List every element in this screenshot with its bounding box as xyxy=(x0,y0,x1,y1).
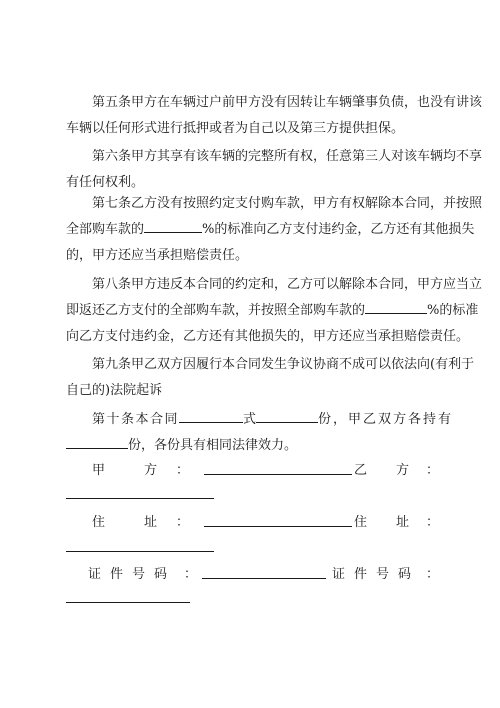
clause-8-text-a: 即返还乙方支付的全部购车款，并按照全部购车款的 xyxy=(66,303,366,318)
party-a-label-colon: ： xyxy=(176,463,190,478)
penalty-rate-blank[interactable] xyxy=(144,218,202,233)
clause-10-text-d: 份，各份具有相同法律效力。 xyxy=(128,438,298,453)
address-row xyxy=(66,512,440,534)
clause-10-text-b: 式 xyxy=(243,412,257,427)
id-b-label-char-4: 码 xyxy=(398,567,412,582)
refund-penalty-rate-blank[interactable] xyxy=(365,299,427,314)
party-b-label-char-2: 方 xyxy=(396,463,410,478)
clause-5-line-2: 车辆以任何形式进行抵押或者为自己以及第三方提供担保。 xyxy=(66,121,405,136)
party-a-label-char-2: 方 xyxy=(144,463,158,478)
party-b-label-colon: ： xyxy=(426,463,440,478)
address-b-label-colon: ： xyxy=(426,515,440,530)
clause-9-line-2: 自己的)法院起诉 xyxy=(66,383,163,398)
clause-7-line-3: 的，甲方还应当承担赔偿责任。 xyxy=(66,248,249,263)
clause-5-line-1: 第五条甲方在车辆过户前甲方没有因转让车辆肇事负债，也没有讲该 xyxy=(92,95,483,110)
clause-5 xyxy=(66,90,483,142)
clause-8 xyxy=(66,272,483,350)
clause-7-line-1: 第七条乙方没有按照约定支付购车款，甲方有权解除本合同，并按照 xyxy=(92,196,483,211)
clause-10-line-2 xyxy=(66,433,434,459)
id-a-label-char-3: 号 xyxy=(132,567,146,582)
clause-8-line-3: 向乙方支付违约金，乙方还有其他损失的，甲方还应当承担赔偿责任。 xyxy=(66,329,470,344)
party-b-label-char-1: 乙 xyxy=(354,463,368,478)
clause-7-text-a: 全部购车款的 xyxy=(66,222,145,237)
address-a-label-char-2: 址 xyxy=(144,515,158,530)
id-a-label-colon: ： xyxy=(184,567,198,582)
id-b-field[interactable] xyxy=(66,602,190,603)
id-a-label-char-1: 证 xyxy=(88,567,102,582)
clause-7 xyxy=(66,191,483,269)
id-a-field[interactable] xyxy=(202,578,326,579)
clause-10-text-a: 第十条本合同 xyxy=(92,412,180,427)
clause-10 xyxy=(66,407,454,459)
clause-6-line-2: 有任何权利。 xyxy=(66,175,145,190)
clause-7-text-b: %的标准向乙方支付违约金，乙方还有其他损失 xyxy=(202,222,475,237)
party-a-label-char-1: 甲 xyxy=(92,463,106,478)
clause-8-line-2 xyxy=(66,298,479,324)
id-a-label-char-4: 码 xyxy=(154,567,168,582)
id-b-label-colon: ： xyxy=(426,567,440,582)
id-a-label-char-2: 件 xyxy=(110,567,124,582)
clause-6 xyxy=(66,144,483,196)
party-row xyxy=(66,460,440,482)
clause-10-text-c: 份，甲乙双方各持有 xyxy=(318,412,454,427)
address-b-label-char-2: 址 xyxy=(396,515,410,530)
id-b-label-char-1: 证 xyxy=(332,567,346,582)
clause-9 xyxy=(66,352,475,404)
clause-9-line-1: 第九条甲乙双方因履行本合同发生争议协商不成可以依法向(有利于 xyxy=(92,357,475,372)
address-a-field[interactable] xyxy=(204,526,352,527)
clause-10-line-1 xyxy=(66,407,454,433)
clause-7-line-2 xyxy=(66,217,475,243)
address-a-label-char-1: 住 xyxy=(92,515,106,530)
clause-8-text-b: %的标准 xyxy=(427,303,479,318)
clause-6-line-1: 第六条甲方其享有该车辆的完整所有权，任意第三人对该车辆均不享 xyxy=(92,149,483,164)
copies-format-blank[interactable] xyxy=(179,408,243,423)
clause-8-line-1: 第八条甲方违反本合同的约定和，乙方可以解除本合同，甲方应当立 xyxy=(92,277,483,292)
copies-each-blank[interactable] xyxy=(66,434,128,449)
id-b-label-char-2: 件 xyxy=(354,567,368,582)
address-b-label-char-1: 住 xyxy=(354,515,368,530)
id-row xyxy=(66,564,440,586)
address-a-label-colon: ： xyxy=(176,515,190,530)
party-a-field[interactable] xyxy=(204,474,352,475)
copies-count-blank[interactable] xyxy=(256,408,318,423)
address-b-field[interactable] xyxy=(66,551,214,552)
id-b-label-char-3: 号 xyxy=(376,567,390,582)
party-b-field[interactable] xyxy=(66,498,214,499)
